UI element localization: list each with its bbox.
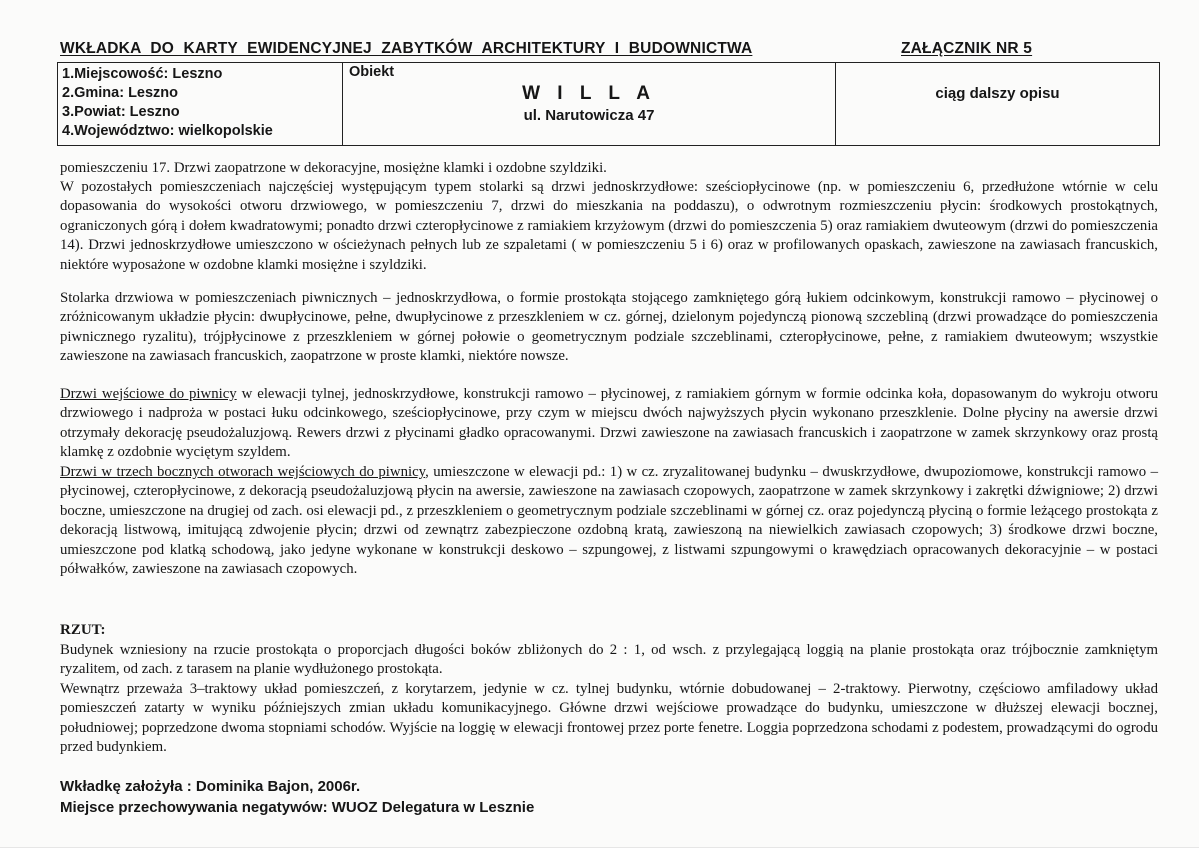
continuation-cell: [836, 63, 1160, 146]
continuation-note: ciąg dalszy opisu: [935, 85, 1060, 102]
form-title: WKŁADKA DO KARTY EWIDENCYJNEJ ZABYTKÓW ARCHITEKTURY I BUDOWNICTWA: [60, 40, 753, 57]
location-cell: [58, 63, 343, 146]
negatives-storage-line: Miejsce przechowywania negatywów: WUOZ Delegatura w Lesznie: [60, 799, 535, 816]
object-cell: [343, 63, 836, 146]
object-label: Obiekt: [349, 64, 395, 80]
paragraph-5: [60, 463, 1158, 579]
author-line: Wkładkę założyła : Dominika Bajon, 2006r.: [60, 778, 361, 795]
object-address: ul. Narutowicza 47: [523, 107, 655, 124]
paragraph-3: Stolarka drzwiowa w pomieszczeniach piwnicznych – jednoskrzydłowa, o formie prostokąta stojącego zamkniętego górą łukiem odcinkowym, konstrukcji ramowo – płycinowej o zróżnicowanym układzie płycin: dwupłycinowe, pełne, dwupłycinowe z przeszkleniem w cz. górnej, dzielonym pojedynczą pionową szczebliną (drzwi prowadzące do pomieszczenia piwnicznego ryzalitu), trójpłycinowe z przeszkleniem w górnej połowie o geometrycznym podziale szczeblinami, czteropłycinowe, pełne, z ramiakiem dwuteowym; wszystkie zawieszone na zawiasach francuskich, zaopatrzone w proste klamki, niektóre nowsze.: [60, 290, 1158, 365]
rzut-paragraph-2: Wewnątrz przeważa 3–traktowy układ pomieszczeń, z korytarzem, jedynie w cz. tylnej budynku, wtórnie dobudowanej – 2-traktowy. Pierwotny, częściowo amfiladowy układ pomieszczeń zatarty w wyniku późniejszych zmian układu komunikacyjnego. Główne drzwi wejściowe prowadzące do budynku, umieszczone w dłuższej elewacji bocznej, południowej; poprzedzone dwoma stopniami schodów. Wyjście na loggię w elewacji frontowej przez porte fenetre. Loggia poprzedzona schodami z podestem, prowadzącymi do ogrodu przed budynkiem.: [60, 681, 1158, 756]
section-heading-rzut: RZUT:: [60, 622, 106, 638]
paragraph-4-text: w elewacji tylnej, jednoskrzydłowe, konstrukcji ramowo – płycinowej, z ramiakiem górnym w formie odcinka koła, dopasowanym do wykroju otworu drzwiowego i nadproża w postaci łuku odcinkowego, sześciopłycinowe, przy czym w miejscu dwóch najwyższych płycin wykonano przeszklenie. Dolne płyciny na awersie drzwi otrzymały dekorację pseudożaluzjową. Rewers drzwi z płycinami gładko opracowanymi. Drzwi zawieszone na zawiasach francuskich i zaopatrzone w zamek skrzynkowy oraz prostą klamkę z ozdobnie wyciętym szyldem.: [60, 386, 1158, 461]
object-name: W I L L A: [522, 83, 656, 104]
paragraph-5-text: , umieszczone w elewacji pd.: 1) w cz. zryzalitowanej budynku – dwuskrzydłowe, dwupoziomowe, konstrukcji ramowo – płycinowej, czteropłycinowe, z dekoracją pseudożaluzjową płycin na awersie, zawieszone na zawiasach czopowych, zaopatrzone w zamek skrzynkowy i zakrętki dźwigniowe; 2) drzwi boczne, umieszczone na drugiej od zach. osi elewacji pd., z przeszkleniem o geometrycznym podziale szczeblinami w górnej cz. oraz pojedynczą płyciną o formie leżącego prostokąta z dekoracją listwową, imitującą zdwojenie płycin; drzwi od zewnątrz zabezpieczone ozdobną kratą, zawieszoną na niewielkich zawiasach czopowych; 3) środkowe drzwi boczne, umieszczone pod klatką schodową, jako jedyne wykonane w konstrukcji deskowo – szpungowej, z listwami szpungowymi o krawędziach opracowanych dekoracyjnie – w postaci półwałków, zawieszone na zawiasach czopowych.: [60, 464, 1158, 578]
paragraph-2: W pozostałych pomieszczeniach najczęściej występującym typem stolarki są drzwi jednoskrzydłowe: sześciopłycinowe (np. w pomieszczeniu 6, przedłużone wtórnie w celu dopasowania do wysokości otworu drzwiowego, w pomieszczeniu 7, drzwi do mieszkania na poddaszu), o odwrotnym rozmieszczeniu płycin: środkowych prostokątnych, ograniczonych górą i dołem kwadratowymi; ponadto drzwi czteropłycinowe z ramiakiem krzyżowym (drzwi do pomieszczenia 5) oraz ramiakiem dwuteowym (drzwi do pomieszczenia 14). Drzwi jednoskrzydłowe umieszczono w ościeżynach pełnych lub ze szpaletami ( w pomieszczeniu 5 i 6) oraz w profilowanych opaskach, zawieszone na zawiasach francuskich, niektóre wyposażone w ozdobne klamki mosiężne i szyldziki.: [60, 179, 1158, 273]
rzut-paragraph-1: Budynek wzniesiony na rzucie prostokąta o proporcjach długości boków zbliżonych do 2 : 1, od wsch. z przylegającą loggią na planie prostokąta oraz trójbocznie zamkniętym ryzalitem, od zach. z tarasem na planie wydłużonego prostokąta.: [60, 642, 1158, 678]
paragraph-4-heading: Drzwi wejściowe do piwnicy: [60, 386, 237, 402]
place-field: 1.Miejscowość: Leszno: [62, 66, 223, 82]
paragraph-5-heading: Drzwi w trzech bocznych otworach wejściowych do piwnicy: [60, 464, 426, 480]
paragraph-4: [60, 385, 1158, 463]
attachment-number: ZAŁĄCZNIK NR 5: [901, 40, 1033, 57]
voivodeship-field: 4.Województwo: wielkopolskie: [62, 123, 273, 139]
paragraph-1: pomieszczeniu 17. Drzwi zaopatrzone w dekoracyjne, mosiężne klamki i ozdobne szyldziki.: [60, 160, 607, 176]
header-table: [57, 62, 1160, 146]
page-edge: [0, 847, 1199, 854]
commune-field: 2.Gmina: Leszno: [62, 85, 179, 101]
county-field: 3.Powiat: Leszno: [62, 104, 180, 120]
